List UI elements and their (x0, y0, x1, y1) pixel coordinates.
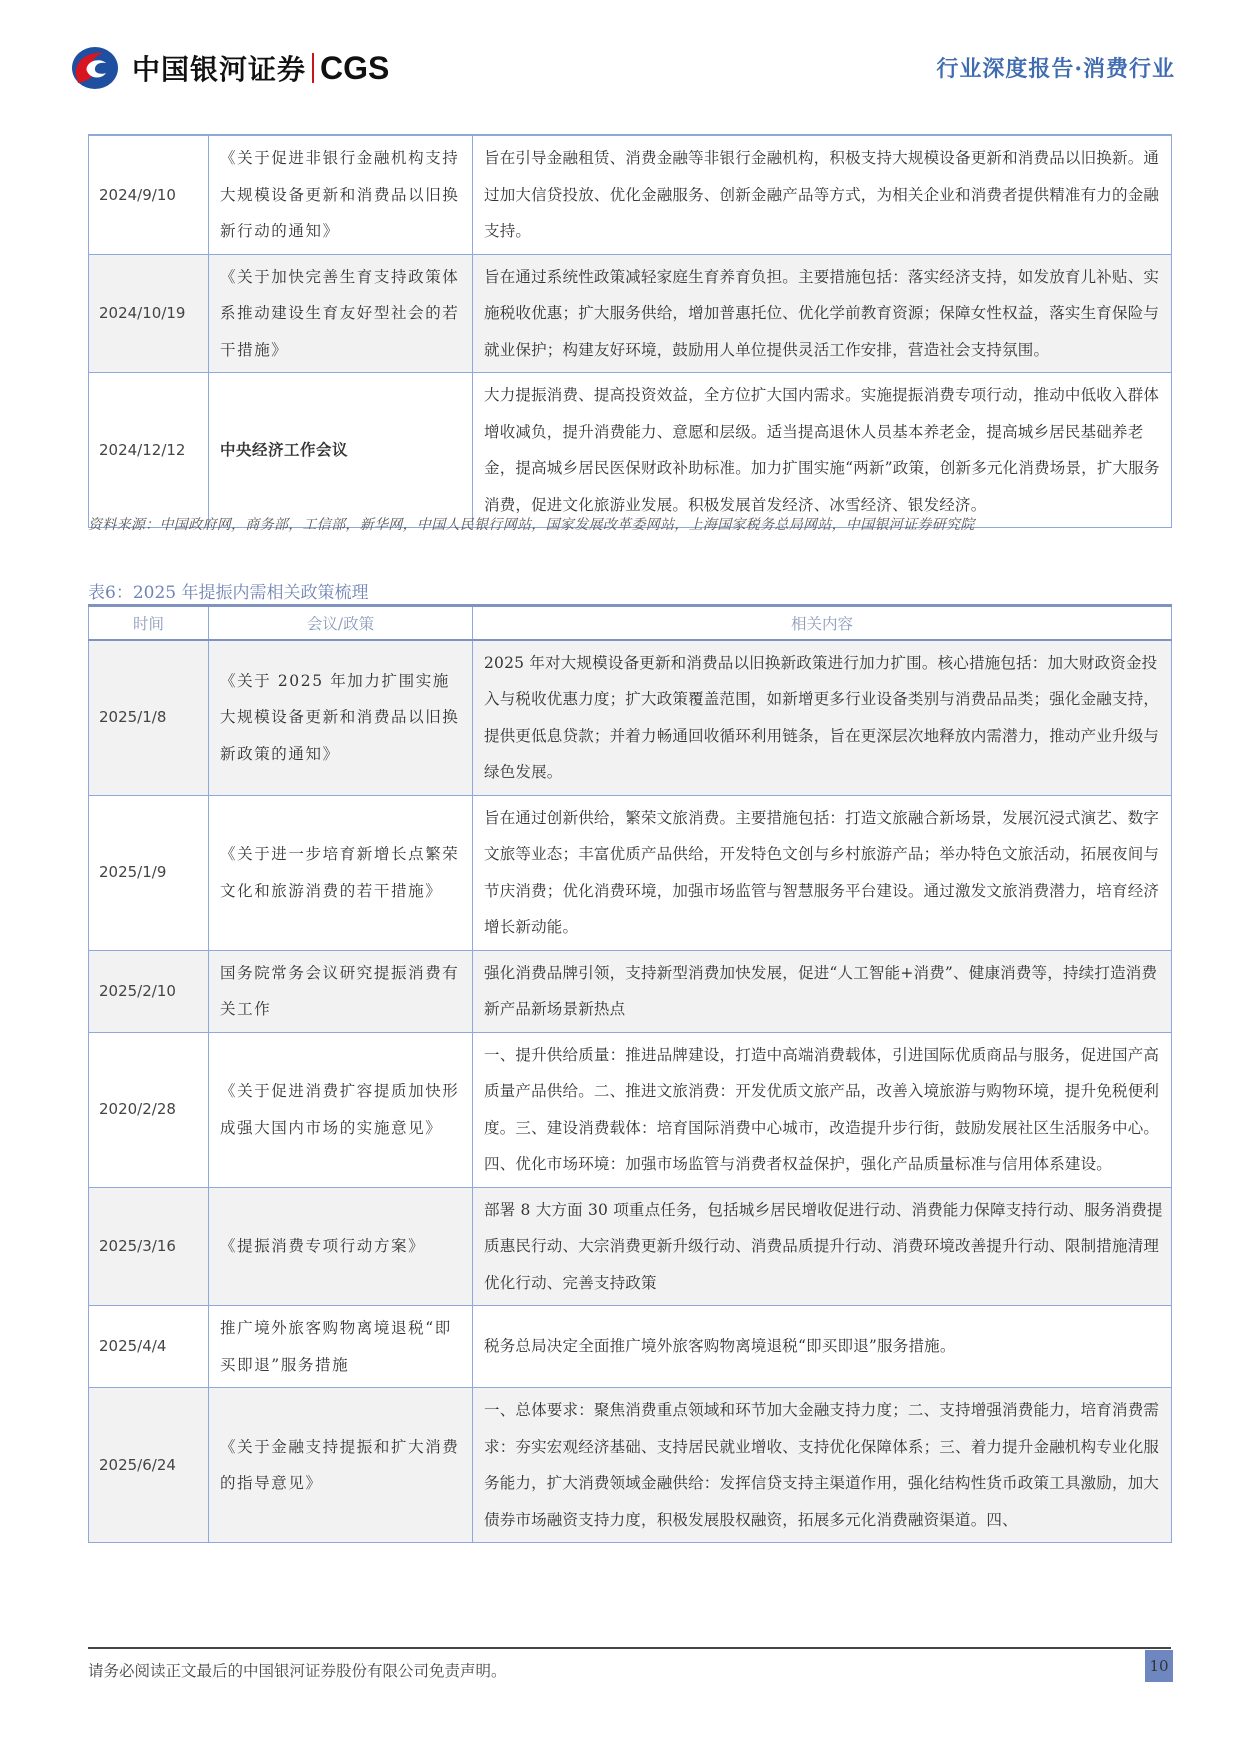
row-date: 2024/12/12 (89, 373, 209, 528)
logo-chinese-name: 中国银河证券 (132, 53, 307, 86)
table-row (89, 795, 1172, 950)
table-row (89, 1388, 1172, 1543)
row-policy: 《关于 2025 年加力扩围实施大规模设备更新和消费品以旧换新政策的通知》 (209, 640, 473, 796)
row-content: 部署 8 大方面 30 项重点任务，包括城乡居民增收促进行动、消费能力保障支持行动、服务消费提质惠民行动、大宗消费更新升级行动、消费品质提升行动、消费环境改善提升行动、限制措施清理优化行动、完善支持政策 (473, 1187, 1172, 1306)
row-content: 2025 年对大规模设备更新和消费品以旧换新政策进行加力扩围。核心措施包括：加大财政资金投入与税收优惠力度；扩大政策覆盖范围，如新增更多行业设备类别与消费品品类；强化金融支持，提供更低息贷款；并着力畅通回收循环利用链条，旨在更深层次地释放内需潜力，推动产业升级与绿色发展。 (473, 640, 1172, 796)
table-row (89, 373, 1172, 528)
row-content: 旨在通过创新供给，繁荣文旅消费。主要措施包括：打造文旅融合新场景，发展沉浸式演艺、数字文旅等业态；丰富优质产品供给，开发特色文创与乡村旅游产品；举办特色文旅活动，拓展夜间与节庆消费；优化消费环境，加强市场监管与智慧服务平台建设。通过激发文旅消费潜力，培育经济增长新动能。 (473, 795, 1172, 950)
table-row (89, 1306, 1172, 1388)
table-row (89, 254, 1172, 373)
policy-table-6 (88, 604, 1172, 1543)
table-row (89, 1187, 1172, 1306)
column-header-date: 时间 (89, 606, 209, 640)
row-date: 2025/2/10 (89, 950, 209, 1032)
row-content: 强化消费品牌引领，支持新型消费加快发展，促进“人工智能+消费”、健康消费等，持续打造消费新产品新场景新热点 (473, 950, 1172, 1032)
row-content: 旨在通过系统性政策减轻家庭生育养育负担。主要措施包括：落实经济支持，如发放育儿补贴、实施税收优惠；扩大服务供给，增加普惠托位、优化学前教育资源；保障女性权益，落实生育保险与就业保护；构建友好环境，鼓励用人单位提供灵活工作安排，营造社会支持氛围。 (473, 254, 1172, 373)
row-date: 2025/4/4 (89, 1306, 209, 1388)
row-date: 2020/2/28 (89, 1032, 209, 1187)
row-content: 一、提升供给质量：推进品牌建设，打造中高端消费载体，引进国际优质商品与服务，促进国产高质量产品供给。二、推进文旅消费：开发优质文旅产品，改善入境旅游与购物环境，提升免税便利度。三、建设消费载体：培育国际消费中心城市，改造提升步行街，鼓励发展社区生活服务中心。四、优化市场环境：加强市场监管与消费者权益保护，强化产品质量标准与信用体系建设。 (473, 1032, 1172, 1187)
report-category: 行业深度报告·消费行业 (936, 56, 1175, 82)
logo-english-name: CGS (320, 49, 390, 86)
row-date: 2025/1/8 (89, 640, 209, 796)
row-date: 2025/1/9 (89, 795, 209, 950)
table-row (89, 950, 1172, 1032)
footer-disclaimer: 请务必阅读正文最后的中国银河证券股份有限公司免责声明。 (88, 1662, 507, 1680)
table-row (89, 135, 1172, 254)
row-policy: 《关于进一步培育新增长点繁荣文化和旅游消费的若干措施》 (209, 795, 473, 950)
row-policy: 中央经济工作会议 (209, 373, 473, 528)
row-content: 一、总体要求：聚焦消费重点领域和环节加大金融支持力度；二、支持增强消费能力，培育消费需求：夯实宏观经济基础、支持居民就业增收、支持优化保障体系；三、着力提升金融机构专业化服务能力，扩大消费领域金融供给：发挥信贷支持主渠道作用，强化结构性货币政策工具激励，加大债券市场融资支持力度，积极发展股权融资，拓展多元化消费融资渠道。四、 (473, 1388, 1172, 1543)
row-content: 旨在引导金融租赁、消费金融等非银行金融机构，积极支持大规模设备更新和消费品以旧换新。通过加大信贷投放、优化金融服务、创新金融产品等方式，为相关企业和消费者提供精准有力的金融支持。 (473, 135, 1172, 254)
row-content: 税务总局决定全面推广境外旅客购物离境退税“即买即退”服务措施。 (473, 1306, 1172, 1388)
table-source-note: 资料来源：中国政府网，商务部，工信部，新华网，中国人民银行网站，国家发展改革委网站，上海国家税务总局网站，中国银河证券研究院 (88, 517, 975, 533)
page-header (0, 0, 1241, 120)
row-policy: 《提振消费专项行动方案》 (209, 1187, 473, 1306)
row-policy: 国务院常务会议研究提振消费有关工作 (209, 950, 473, 1032)
row-date: 2025/3/16 (89, 1187, 209, 1306)
column-header-content: 相关内容 (473, 606, 1172, 640)
table-row (89, 640, 1172, 796)
row-date: 2024/10/19 (89, 254, 209, 373)
logo-separator (312, 53, 314, 83)
cgs-logo-icon (70, 45, 120, 91)
row-policy: 《关于加快完善生育支持政策体系推动建设生育友好型社会的若干措施》 (209, 254, 473, 373)
row-date: 2024/9/10 (89, 135, 209, 254)
row-content: 大力提振消费、提高投资效益，全方位扩大国内需求。实施提振消费专项行动，推动中低收入群体增收减负，提升消费能力、意愿和层级。适当提高退休人员基本养老金，提高城乡居民基础养老金，提高城乡居民医保财政补助标准。加力扩围实施“两新”政策，创新多元化消费场景，扩大服务消费，促进文化旅游业发展。积极发展首发经济、冰雪经济、银发经济。 (473, 373, 1172, 528)
row-policy: 《关于金融支持提振和扩大消费的指导意见》 (209, 1388, 473, 1543)
row-date: 2025/6/24 (89, 1388, 209, 1543)
row-policy: 《关于促进消费扩容提质加快形成强大国内市场的实施意见》 (209, 1032, 473, 1187)
row-policy: 推广境外旅客购物离境退税“即买即退”服务措施 (209, 1306, 473, 1388)
table-6-title: 表6：2025 年提振内需相关政策梳理 (88, 583, 369, 603)
company-logo (70, 44, 389, 92)
page-number: 10 (1145, 1650, 1173, 1682)
row-policy: 《关于促进非银行金融机构支持大规模设备更新和消费品以旧换新行动的通知》 (209, 135, 473, 254)
table-row (89, 1032, 1172, 1187)
policy-table-continued (88, 134, 1172, 528)
footer-divider (88, 1647, 1171, 1649)
table-header-row (89, 606, 1172, 640)
column-header-policy: 会议/政策 (209, 606, 473, 640)
